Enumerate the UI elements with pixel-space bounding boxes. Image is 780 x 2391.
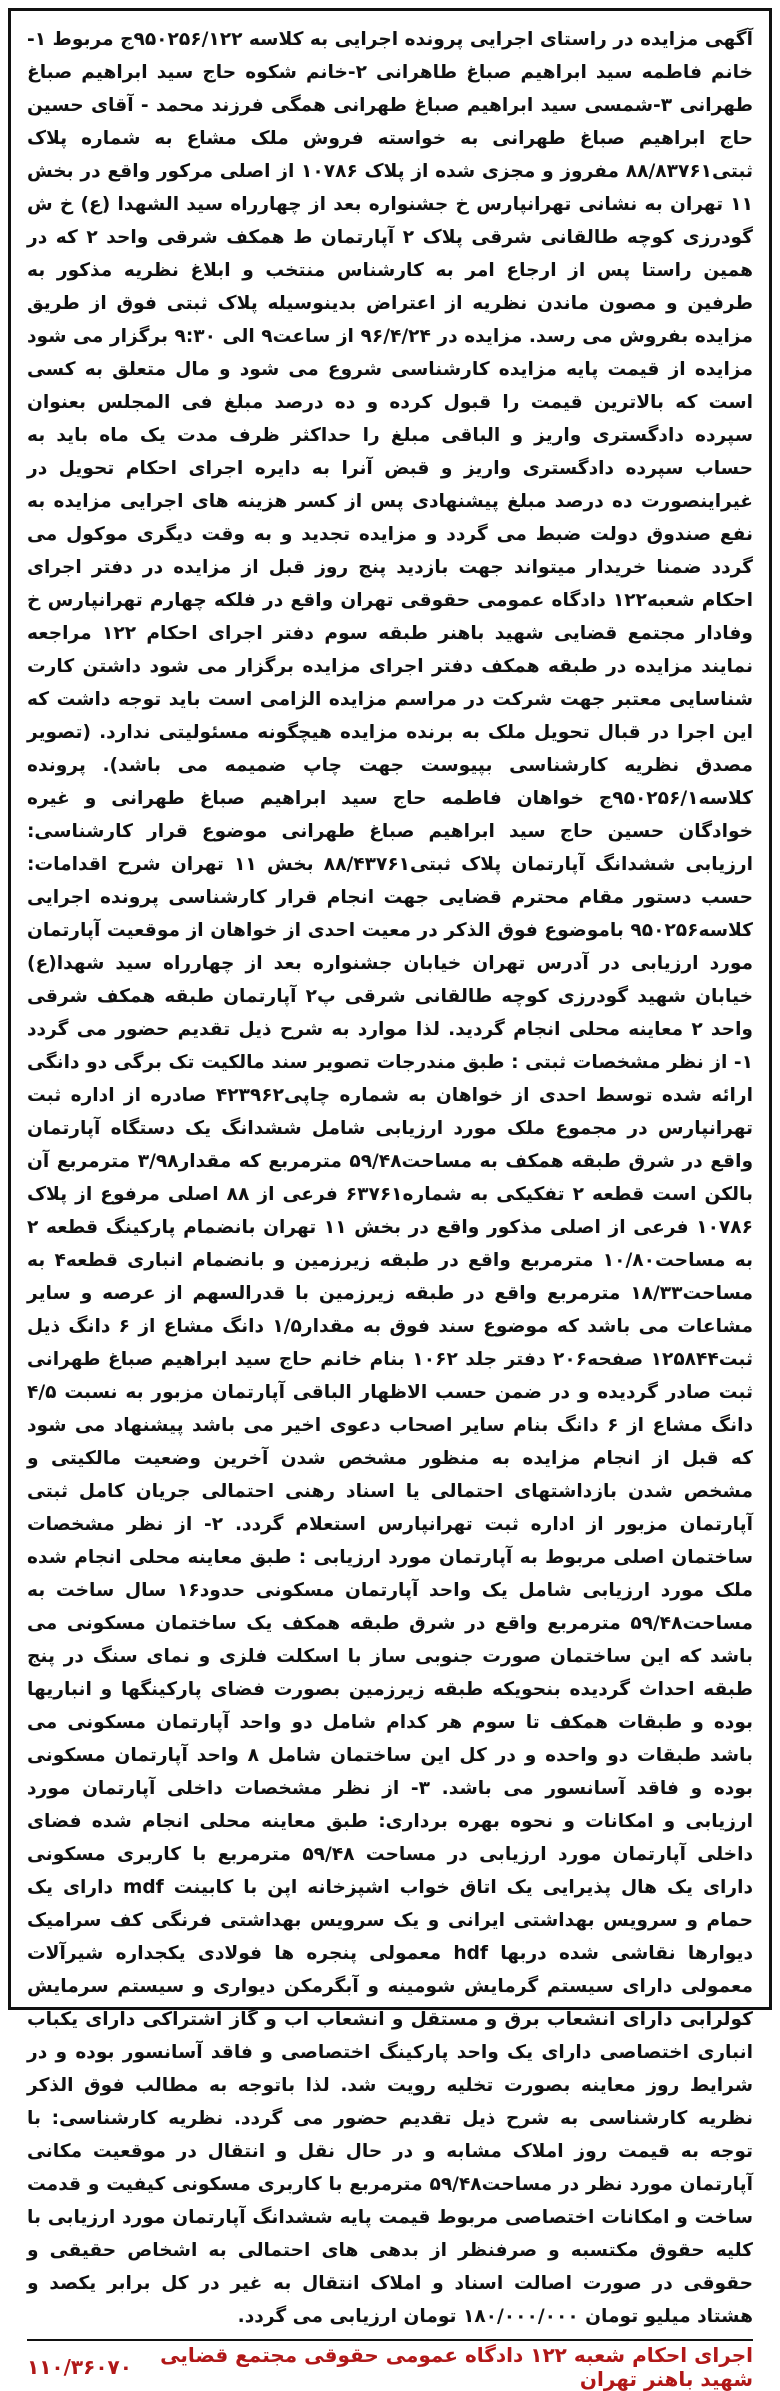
notice-code: ۱۱۰/۳۶۰۷۰ <box>27 2355 132 2379</box>
issuing-court: اجرای احکام شعبه ۱۲۲ دادگاه عمومی حقوقی مجتمع قضایی شهید باهنر تهران <box>160 2343 753 2391</box>
notice-footer <box>27 2339 753 2391</box>
auction-notice <box>8 8 772 2391</box>
notice-body-text: آگهی مزایده در راستای اجرایی پرونده اجرایی به کلاسه ۹۵۰۲۵۶/۱۲۲ج مربوط ۱-خانم فاطمه سید ابراهیم صباغ طاهرانی ۲-خانم شکوه حاج سید ابراهیم صباغ طهرانی ۳-شمسی سید ابراهیم صباغ طهرانی همگی فرزند محمد - آقای حسین حاج ابراهیم صباغ طهرانی به خواسته فروش ملک مشاع به شماره پلاک ثبتی۸۸/۸۳۷۶۱ مفروز و مجزی شده از پلاک ۱۰۷۸۶ از اصلی مرکور واقع در بخش ۱۱ تهران به نشانی تهرانپارس خ جشنواره بعد از چهارراه سید الشهدا (ع) خ ش گودرزی کوچه طالقانی شرقی پلاک ۲ آپارتمان ط همکف شرقی واحد ۲ که در همین راستا پس از ارجاع امر به کارشناس منتخب و ابلاغ نظریه مذکور به طرفین و مصون ماندن نظریه از اعتراض بدینوسیله پلاک ثبتی فوق از طریق مزایده بفروش می رسد. مزایده در ۹۶/۴/۲۴ از ساعت۹ الی ۹:۳۰ برگزار می شود مزایده از قیمت پایه مزایده کارشناسی شروع می شود و مال متعلق به کسی است که بالاترین قیمت را قبول کرده و ده درصد مبلغ فی المجلس بعنوان سپرده دادگستری واریز و الباقی مبلغ را حداکثر ظرف مدت یک ماه باید به حساب سپرده دادگستری واریز و قبض آنرا به دایره اجرای احکام تحویل در غیراینصورت ده درصد مبلغ پیشنهادی پس از کسر هزینه های اجرایی مزایده به نفع صندوق دولت ضبط می گردد و مزایده تجدید و به وقت دیگری موکول می گردد ضمنا خریدار میتواند جهت بازدید پنج روز قبل از مزایده در دفتر اجرای احکام شعبه۱۲۲ دادگاه عمومی حقوقی تهران واقع در فلکه چهارم تهرانپارس خ وفادار مجتمع قضایی شهید باهنر طبقه سوم دفتر اجرای احکام ۱۲۲ مراجعه نمایند مزایده در طبقه همکف دفتر اجرای مزایده برگزار می شود داشتن کارت شناسایی معتبر جهت شرکت در مراسم مزایده الزامی است باید توجه داشت که این اجرا در قبال تحویل ملک به برنده مزایده هیچگونه مسئولیتی ندارد. (تصویر مصدق نظریه کارشناسی بپیوست جهت چاپ ضمیمه می باشد). پرونده کلاسه۹۵۰۲۵۶/۱ج خواهان فاطمه حاج سید ابراهیم صباغ طهرانی و غیره خوادگان حسین حاج سید ابراهیم صباغ طهرانی موضوع قرار کارشناسی: ارزیابی ششدانگ آپارتمان پلاک ثبتی۸۸/۴۳۷۶۱ بخش ۱۱ تهران شرح اقدامات: حسب دستور مقام محترم قضایی جهت انجام قرار کارشناسی پرونده اجرایی کلاسه۹۵۰۲۵۶ باموضوع فوق الذکر در معیت احدی از خواهان از موقعیت آپارتمان مورد ارزیابی در آدرس تهران خیابان جشنواره بعد از چهارراه سید شهدا(ع) خیابان شهید گودرزی کوچه طالقانی شرقی پ۲ آپارتمان طبقه همکف شرقی واحد ۲ معاینه محلی انجام گردید. لذا موارد به شرح ذیل تقدیم حضور می گردد ۱- از نظر مشخصات ثبتی : طبق مندرجات تصویر سند مالکیت تک برگی دو دانگی ارائه شده توسط احدی از خواهان به شماره چاپی۴۲۳۹۶۲ صادره از اداره ثبت تهرانپارس در مجموع ملک مورد ارزیابی شامل ششدانگ یک دستگاه آپارتمان واقع در شرق طبقه همکف به مساحت۵۹/۴۸ مترمربع که مقدار۳/۹۸ مترمربع آن بالکن است قطعه ۲ تفکیکی به شماره۶۳۷۶۱ فرعی از ۸۸ اصلی مرفوع از پلاک ۱۰۷۸۶ فرعی از اصلی مذکور واقع در بخش ۱۱ تهران بانضمام پارکینگ قطعه ۲ به مساحت۱۰/۸۰ مترمربع واقع در طبقه زیرزمین و بانضمام انباری قطعه۴ به مساحت۱۸/۳۳ مترمربع واقع در طبقه زیرزمین با قدرالسهم از عرصه و سایر مشاعات می باشد که موضوع سند فوق به مقدار۱/۵ دانگ مشاع از ۶ دانگ ذیل ثبت۱۲۵۸۴۴ صفحه۲۰۶ دفتر جلد ۱۰۶۲ بنام خانم حاج سید ابراهیم صباغ طهرانی ثبت صادر گردیده و در ضمن حسب الاظهار الباقی آپارتمان مزبور به نسبت ۴/۵ دانگ مشاع از ۶ دانگ بنام سایر اصحاب دعوی اخیر می باشد پیشنهاد می شود که قبل از انجام مزایده به منظور مشخص شدن آخرین وضعیت مالکیتی و مشخص شدن بازداشتهای احتمالی یا اسناد رهنی احتمالی جریان کامل ثبتی آپارتمان مزبور از اداره ثبت تهرانپارس استعلام گردد. ۲- از نظر مشخصات ساختمان اصلی مربوط به آپارتمان مورد ارزیابی : طبق معاینه محلی انجام شده ملک مورد ارزیابی شامل یک واحد آپارتمان مسکونی حدود۱۶ سال ساخت به مساحت۵۹/۴۸ مترمربع واقع در شرق طبقه همکف یک ساختمان مسکونی می باشد که این ساختمان صورت جنوبی ساز با اسکلت فلزی و نمای سنگ در پنج طبقه احداث گردیده بنحویکه طبقه زیرزمین بصورت فضای پارکینگها و انباریها بوده و طبقات همکف تا سوم هر کدام شامل دو واحد آپارتمان مسکونی می باشد طبقات دو واحده و در کل این ساختمان شامل ۸ واحد آپارتمان مسکونی بوده و فاقد آسانسور می باشد. ۳- از نظر مشخصات داخلی آپارتمان مورد ارزیابی و امکانات و نحوه بهره برداری: طبق معاینه محلی انجام شده فضای داخلی آپارتمان مورد ارزیابی در مساحت ۵۹/۴۸ مترمربع با کاربری مسکونی دارای یک هال پذیرایی یک اتاق خواب اشپزخانه اپن با کابینت mdf دارای یک حمام و سرویس بهداشتی ایرانی و یک سرویس بهداشتی فرنگی کف سرامیک دیوارها نقاشی شده دربها hdf معمولی پنجره ها فولادی یکجداره شیرآلات معمولی دارای سیستم گرمایش شومینه و آبگرمکن دیواری و سیستم سرمایش کولرابی دارای انشعاب برق و مستقل و انشعاب اب و گاز اشتراکی دارای یکباب انباری اختصاصی دارای یک واحد پارکینگ اختصاصی و فاقد آسانسور بوده و در شرایط روز معاینه بصورت تخلیه رویت شد. لذا باتوجه به مطالب فوق الذکر نظریه کارشناسی به شرح ذیل تقدیم حضور می گردد. نظریه کارشناسی: با توجه به قیمت روز املاک مشابه و در حال نقل و انتقال در موقعیت مکانی آپارتمان مورد نظر در مساحت۵۹/۴۸ مترمربع با کاربری مسکونی کیفیت و قدمت ساخت و امکانات اختصاصی مربوط قیمت پایه ششدانگ آپارتمان مورد ارزیابی با کلیه حقوق مکتسبه و صرفنظر از بدهی های احتمالی به اشخاص حقیقی و حقوقی در صورت اصالت اسناد و املاک انتقال به غیر در کل برابر یکصد و هشتاد میلیو تومان ۱۸۰/۰۰۰/۰۰۰ تومان ارزیابی می گردد. <box>27 29 754 2327</box>
